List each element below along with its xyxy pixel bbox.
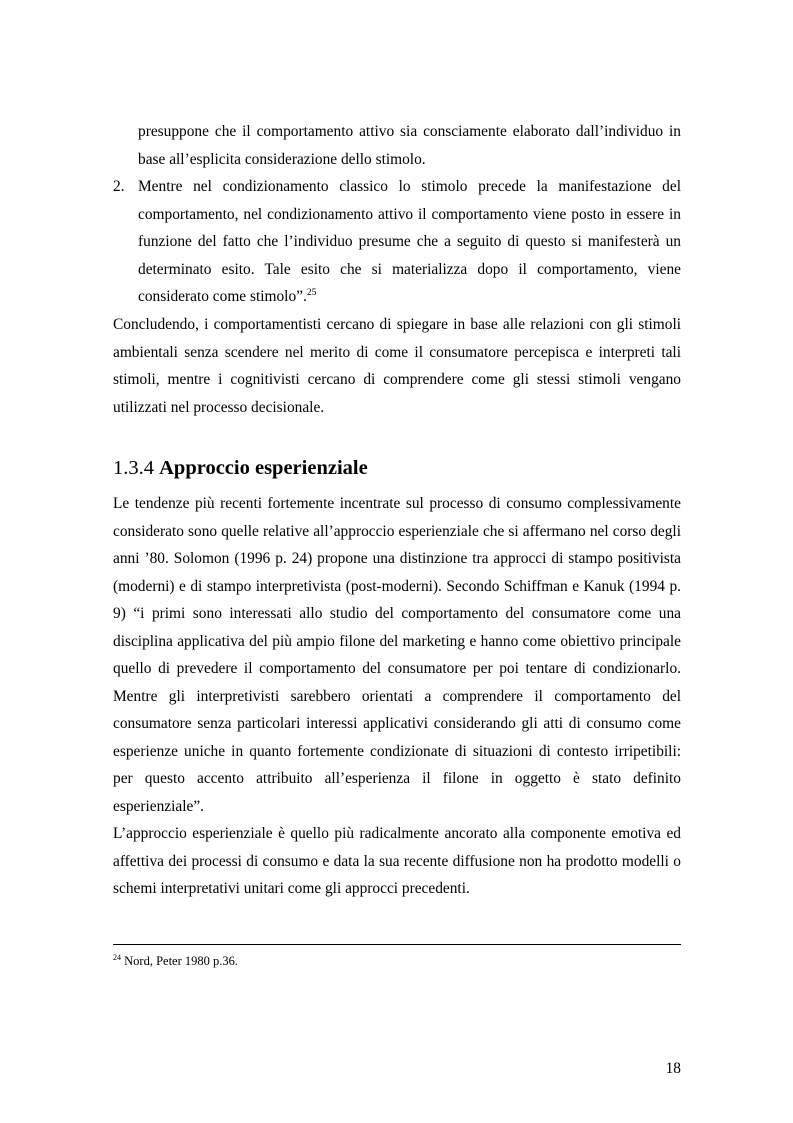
paragraph-experiential-approach-text: L’approccio esperienziale è quello più radicalmente ancorato alla componente emotiva ed affettiva dei processi di consumo e data la sua recente diffusione non ha prodotto modelli o schemi interpretativi unitari come gli approcci precedenti. [113, 825, 681, 897]
list-item-2-number: 2. [113, 178, 125, 195]
paragraph-conclusion [113, 311, 681, 421]
paragraph-conclusion-text: Concludendo, i comportamentisti cercano di spiegare in base alle relazioni con gli stimoli ambientali senza scendere nel merito di come il consumatore percepisca e interpreti tali stimoli, mentre i cognitivisti cercano di comprendere come gli stessi stimoli vengano utilizzati nel processo decisionale. [113, 316, 681, 416]
list-item-2 [113, 173, 681, 311]
section-title: Approccio esperienziale [159, 457, 368, 479]
list-item-1-continuation [138, 118, 681, 173]
section-heading [113, 454, 368, 482]
list-item-2-body [138, 173, 681, 311]
paragraph-experiential-approach [113, 820, 681, 903]
footnote-text: Nord, Peter 1980 p.36. [124, 954, 238, 968]
paragraph-experiential-intro [113, 490, 681, 820]
page-number: 18 [665, 1060, 681, 1077]
footnote-separator [113, 944, 681, 945]
footnote-reference-25: 25 [306, 287, 317, 298]
section-number: 1.3.4 [113, 457, 154, 479]
footnote-marker: 24 [113, 952, 121, 962]
list-item-2-text: Mentre nel condizionamento classico lo stimolo precede la manifestazione del comportamento, nel condizionamento attivo il comportamento viene posto in essere in funzione del fatto che l’individuo presume che a seguito di questo si manifesterà un determinato esito. Tale esito che si materializza dopo il comportamento, viene considerato come stimolo”. [138, 178, 681, 305]
list-item-1-text: presuppone che il comportamento attivo sia consciamente elaborato dall’individuo in base all’esplicita considerazione dello stimolo. [138, 123, 681, 168]
footnote-24 [113, 953, 238, 969]
paragraph-experiential-intro-text: Le tendenze più recenti fortemente incentrate sul processo di consumo complessivamente considerato sono quelle relative all’approccio esperienziale che si affermano nel corso degli anni ’80. Solomon (1996 p. 24) propone una distinzione tra approcci di stampo positivista (moderni) e di stampo interpretivista (post-moderni). Secondo Schiffman e Kanuk (1994 p. 9) “i primi sono interessati allo studio del comportamento del consumatore come una disciplina applicativa del più ampio filone del marketing e hanno come obiettivo principale quello di prevedere il comportamento del consumatore per poi tentare di condizionarlo. Mentre gli interpretivisti sarebbero orientati a comprendere il comportamento del consumatore senza particolari interessi applicativi considerando gli atti di consumo come esperienze uniche in quanto fortemente condizionate di situazioni di contesto irripetibili: per questo accento attribuito all’esperienza il filone in oggetto è stato definito esperienziale”. [113, 495, 681, 815]
